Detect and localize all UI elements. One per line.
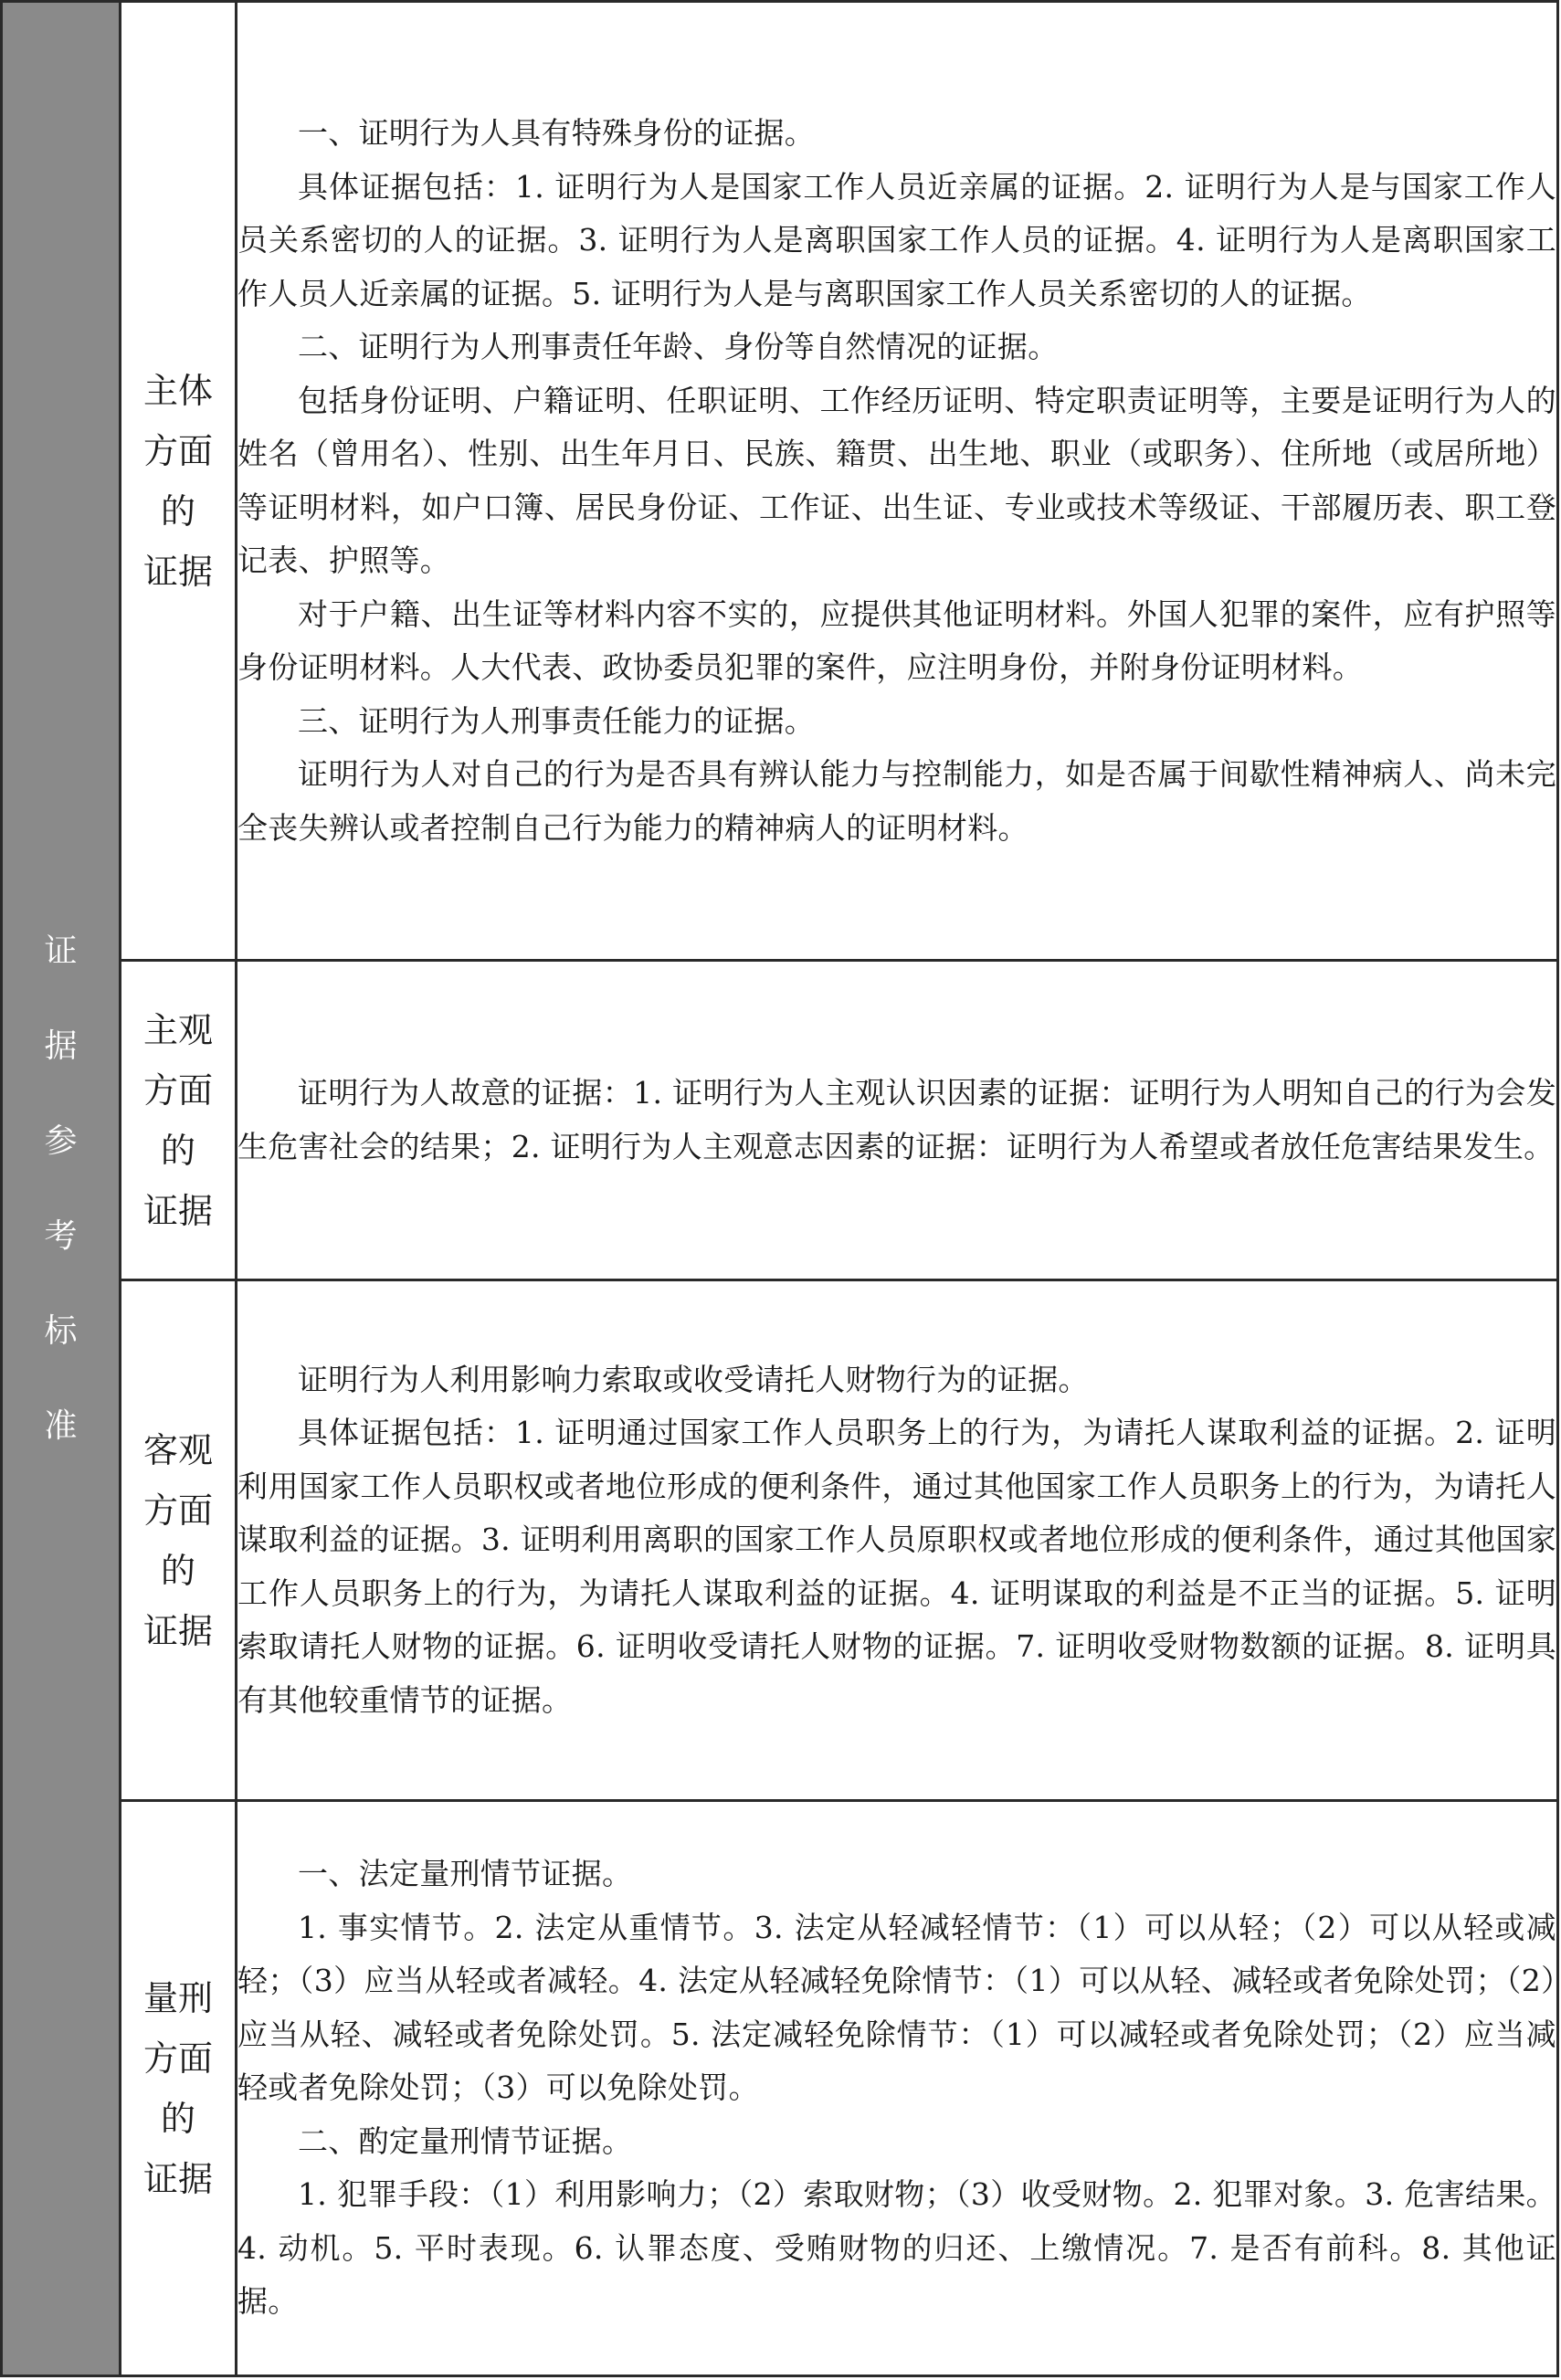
category-label-line: 方面 <box>142 2038 213 2079</box>
category-label-line: 证据 <box>142 1190 213 1231</box>
category-cell-objective <box>121 1280 237 1801</box>
category-label-line: 的 <box>160 1550 195 1591</box>
paragraph: 包括身份证明、户籍证明、任职证明、工作经历证明、特定职责证明等，主要是证明行为人的姓名（曾用名）、性别、出生年月日、民族、籍贯、出生地、职业（或职务）、住所地（或居所地）等证明材料，如户口簿、居民身份证、工作证、出生证、专业或技术等级证、干部履历表、职工登记表、护照等。 <box>237 382 1556 578</box>
category-label-line: 的 <box>160 490 195 532</box>
side-label-char: 据 <box>44 1027 78 1065</box>
side-label <box>3 932 119 1445</box>
section-row-subject <box>2 2 1558 961</box>
section-body-objective <box>237 1280 1558 1801</box>
category-label-line: 证据 <box>142 551 213 592</box>
category-label-line: 客观 <box>142 1429 213 1470</box>
section-body-subjective <box>237 961 1558 1280</box>
category-label-line: 方面 <box>142 1069 213 1111</box>
paragraph: 三、证明行为人刑事责任能力的证据。 <box>298 702 816 739</box>
section-row-sentencing <box>2 1801 1558 2376</box>
paragraph: 二、酌定量刑情节证据。 <box>298 2122 633 2159</box>
category-label-line: 证据 <box>142 2158 213 2199</box>
section-body-sentencing <box>237 1801 1558 2376</box>
category-label-line: 的 <box>160 2098 195 2139</box>
paragraph: 二、证明行为人刑事责任年龄、身份等自然情况的证据。 <box>298 329 1059 364</box>
category-cell-subject <box>121 2 237 961</box>
paragraph: 一、法定量刑情节证据。 <box>298 1856 633 1892</box>
category-cell-sentencing <box>121 1801 237 2376</box>
paragraph: 证明行为人利用影响力索取或收受请托人财物行为的证据。 <box>298 1361 1089 1397</box>
paragraph: 具体证据包括：1. 证明行为人是国家工作人员近亲属的证据。2. 证明行为人是与国家工作人员关系密切的人的证据。3. 证明行为人是离职国家工作人员的证据。4. 证明行为人是离职国家工作人员人近亲属的证据。5. 证明行为人是与离职国家工作人员关系密切的人的证据。 <box>237 168 1556 311</box>
category-label-line: 方面 <box>142 430 213 471</box>
side-label-char: 参 <box>44 1122 78 1160</box>
paragraph: 具体证据包括：1. 证明通过国家工作人员职务上的行为，为请托人谋取利益的证据。2. 证明利用国家工作人员职权或者地位形成的便利条件，通过其他国家工作人员职务上的行为，为请托人谋取利益的证据。3. 证明利用离职的国家工作人员原职权或者地位形成的便利条件，通过其他国家工作人员职务上的行为，为请托人谋取利益的证据。4. 证明谋取的利益是不正当的证据。5. 证明索取请托人财物的证据。6. 证明收受请托人财物的证据。7. 证明收受财物数额的证据。8. 证明具有其他较重情节的证据。 <box>237 1415 1556 1718</box>
category-label-line: 主观 <box>142 1009 213 1050</box>
section-row-subjective <box>2 961 1558 1280</box>
paragraph: 证明行为人故意的证据：1. 证明行为人主观认识因素的证据：证明行为人明知自己的行为会发生危害社会的结果；2. 证明行为人主观意志因素的证据：证明行为人希望或者放任危害结果发生。 <box>237 1075 1556 1164</box>
category-label-line: 量刑 <box>142 1977 213 2018</box>
paragraph: 对于户籍、出生证等材料内容不实的，应提供其他证明材料。外国人犯罪的案件，应有护照等身份证明材料。人大代表、政协委员犯罪的案件，应注明身份，并附身份证明材料。 <box>237 595 1556 685</box>
side-label-char: 标 <box>44 1311 78 1350</box>
category-cell-subjective <box>121 961 237 1280</box>
section-body-subject <box>237 2 1558 961</box>
category-label-line: 方面 <box>142 1490 213 1531</box>
section-row-objective <box>2 1280 1558 1801</box>
side-label-char: 证 <box>44 932 78 970</box>
paragraph: 1. 事实情节。2. 法定从重情节。3. 法定从轻减轻情节：（1）可以从轻；（2）可以从轻或减轻；（3）应当从轻或者减轻。4. 法定从轻减轻免除情节：（1）可以从轻、减轻或者免除处罚；（2）应当从轻、减轻或者免除处罚。5. 法定减轻免除情节：（1）可以减轻或者免除处罚；（2）应当减轻或者免除处罚；（3）可以免除处罚。 <box>237 1909 1556 2106</box>
paragraph: 证明行为人对自己的行为是否具有辨认能力与控制能力，如是否属于间歇性精神病人、尚未完全丧失辨认或者控制自己行为能力的精神病人的证明材料。 <box>237 756 1556 846</box>
paragraph: 一、证明行为人具有特殊身份的证据。 <box>298 115 816 151</box>
side-label-char: 考 <box>44 1216 78 1255</box>
category-label-line: 证据 <box>142 1610 213 1651</box>
category-label-line: 主体 <box>142 370 213 411</box>
side-label-cell <box>2 2 121 2376</box>
paragraph: 1. 犯罪手段：（1）利用影响力；（2）索取财物；（3）收受财物。2. 犯罪对象。3. 危害结果。4. 动机。5. 平时表现。6. 认罪态度、受贿财物的归还、上缴情况。7. 是否有前科。8. 其他证据。 <box>237 2176 1556 2320</box>
category-label-line: 的 <box>160 1130 195 1171</box>
side-label-char: 准 <box>44 1406 78 1445</box>
